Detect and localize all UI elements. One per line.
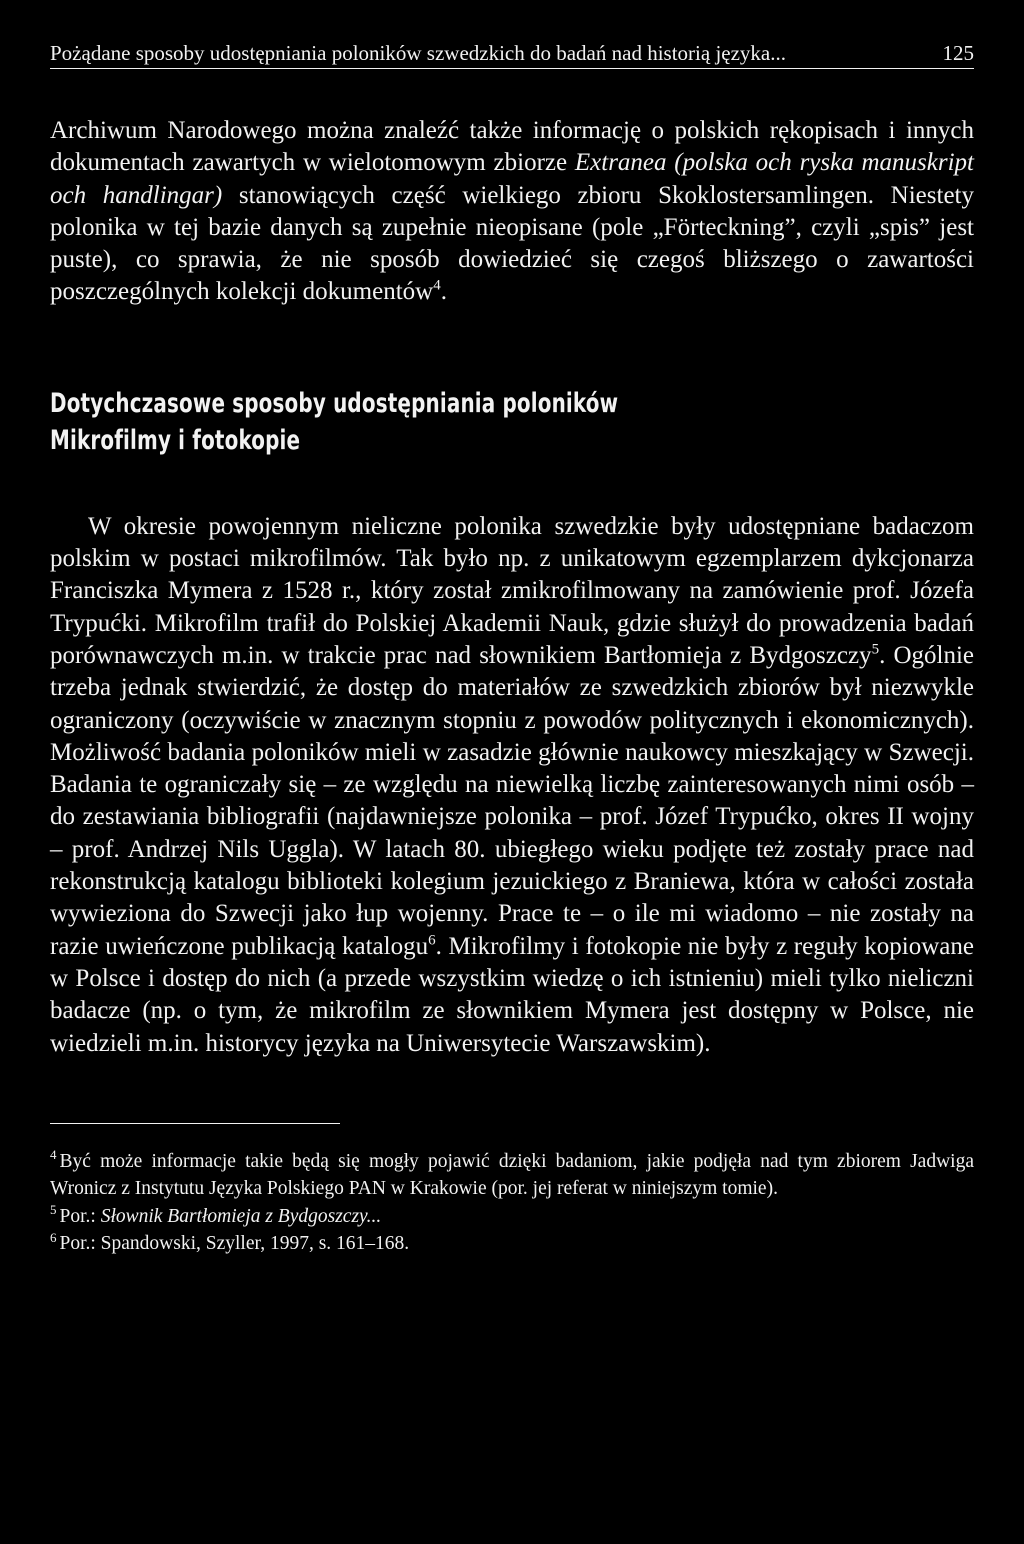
running-title: Pożądane sposoby udostępniania poloników szwedzkich do badań nad historią języka... <box>50 41 786 65</box>
running-header <box>50 38 974 69</box>
page-number: 125 <box>942 41 974 65</box>
paragraph-main <box>50 511 974 1060</box>
section-heading <box>50 385 959 459</box>
footnote-ref-5: 5 <box>871 641 880 658</box>
footnote-prefix: Por.: <box>59 1205 101 1227</box>
footnote-text: Być może informacje takie będą się mogły pojawić dzięki badaniom, jakie podjęła nad tym zbiorem Jadwiga Wronicz z Instytutu Języka Polskiego PAN w Krakowie (por. jej referat w niniejszym tomie). <box>50 1150 974 1200</box>
footnote-ref-4: 4 <box>433 278 441 295</box>
footnote-6 <box>50 1230 974 1258</box>
footnote-number: 4 <box>50 1147 57 1163</box>
footnote-4 <box>50 1148 974 1203</box>
paragraph-continued <box>50 115 974 309</box>
paragraph1-text-1: Archiwum Narodowego można znaleźć także informację o polskich rękopisach i innych dokumentach zawartych w wielotomowym zbiorze <box>50 117 974 177</box>
footnote-text: Por.: Spandowski, Szyller, 1997, s. 161–168. <box>59 1233 410 1255</box>
footnote-divider <box>50 1123 340 1124</box>
footnote-number: 5 <box>50 1202 57 1218</box>
paragraph1-italic-title: Extranea (polska och ryska manuskript och handlingar) <box>50 149 975 209</box>
footnotes <box>50 1148 974 1258</box>
paragraph1-text-2: stanowiących część wielkiego zbioru Skoklostersamlingen. Niestety polonika w tej bazie danych są zupełnie nieopisane (pole „Förteckning”, czyli „spis” jest puste), co sprawia, że nie sposób dowiedzieć się czegoś bliższego o zawartości poszczególnych kolekcji dokumentów <box>50 181 974 306</box>
footnote-number: 6 <box>50 1229 57 1245</box>
paragraph2-text-2: . Ogólnie trzeba jednak stwierdzić, że dostęp do materiałów ze szwedzkich zbiorów był niezwykle ograniczony (oczywiście w znacznym stopniu z powodów politycznych i ekonomicznych). Możliwość badania poloników mieli w zasadzie głównie naukowcy mieszkający w Szwecji. Badania te ograniczały się – ze względu na niewielką liczbę zainteresowanych nimi osób – do zestawiania bibliografii (najdawniejsze polonika – prof. Józef Trypućko, okres II wojny – prof. Andrzej Nils Uggla). W latach 80. ubiegłego wieku podjęte też zostały prace nad rekonstrukcją katalogu biblioteki kolegium jezuickiego z Braniewa, która w całości została wywieziona do Szwecji jako łup wojenny. Prace te – o ile mi wiadomo – nie zostały na razie uwieńczone publikacją katalogu <box>50 641 974 960</box>
footnote-italic-title: Słownik Bartłomieja z Bydgoszczy... <box>100 1205 382 1227</box>
page <box>50 38 974 1258</box>
section-title: Dotychczasowe sposoby udostępniania poloników <box>50 387 619 419</box>
paragraph2-text-1: W okresie powojennym nieliczne polonika szwedzkie były udostępniane badaczom polskim w postaci mikrofilmów. Tak było np. z unikatowym egzemplarzem dykcjonarza Franciszka Mymera z 1528 r., który został zmikrofilmowany na zamówienie prof. Józefa Trypućki. Mikrofilm trafił do Polskiej Akademii Nauk, gdzie służył do prowadzenia badań porównawczych m.in. w trakcie prac nad słownikiem Bartłomieja z Bydgoszczy <box>50 512 974 669</box>
footnote-5 <box>50 1203 974 1231</box>
subsection-title: Mikrofilmy i fotokopie <box>50 424 301 456</box>
paragraph2-text-3: . Mikrofilmy i fotokopie nie były z reguły kopiowane w Polsce i dostęp do nich (a przede wszystkim wiedzę o ich istnieniu) mieli tylko nieliczni badacze (np. o tym, że mikrofilm ze słownikiem Mymera jest dostępny w Polsce, nie wiedzieli m.in. historycy języka na Uniwersytecie Warszawskim). <box>50 932 974 1057</box>
paragraph1-text-3: . <box>440 278 447 306</box>
footnote-ref-6: 6 <box>428 932 436 949</box>
